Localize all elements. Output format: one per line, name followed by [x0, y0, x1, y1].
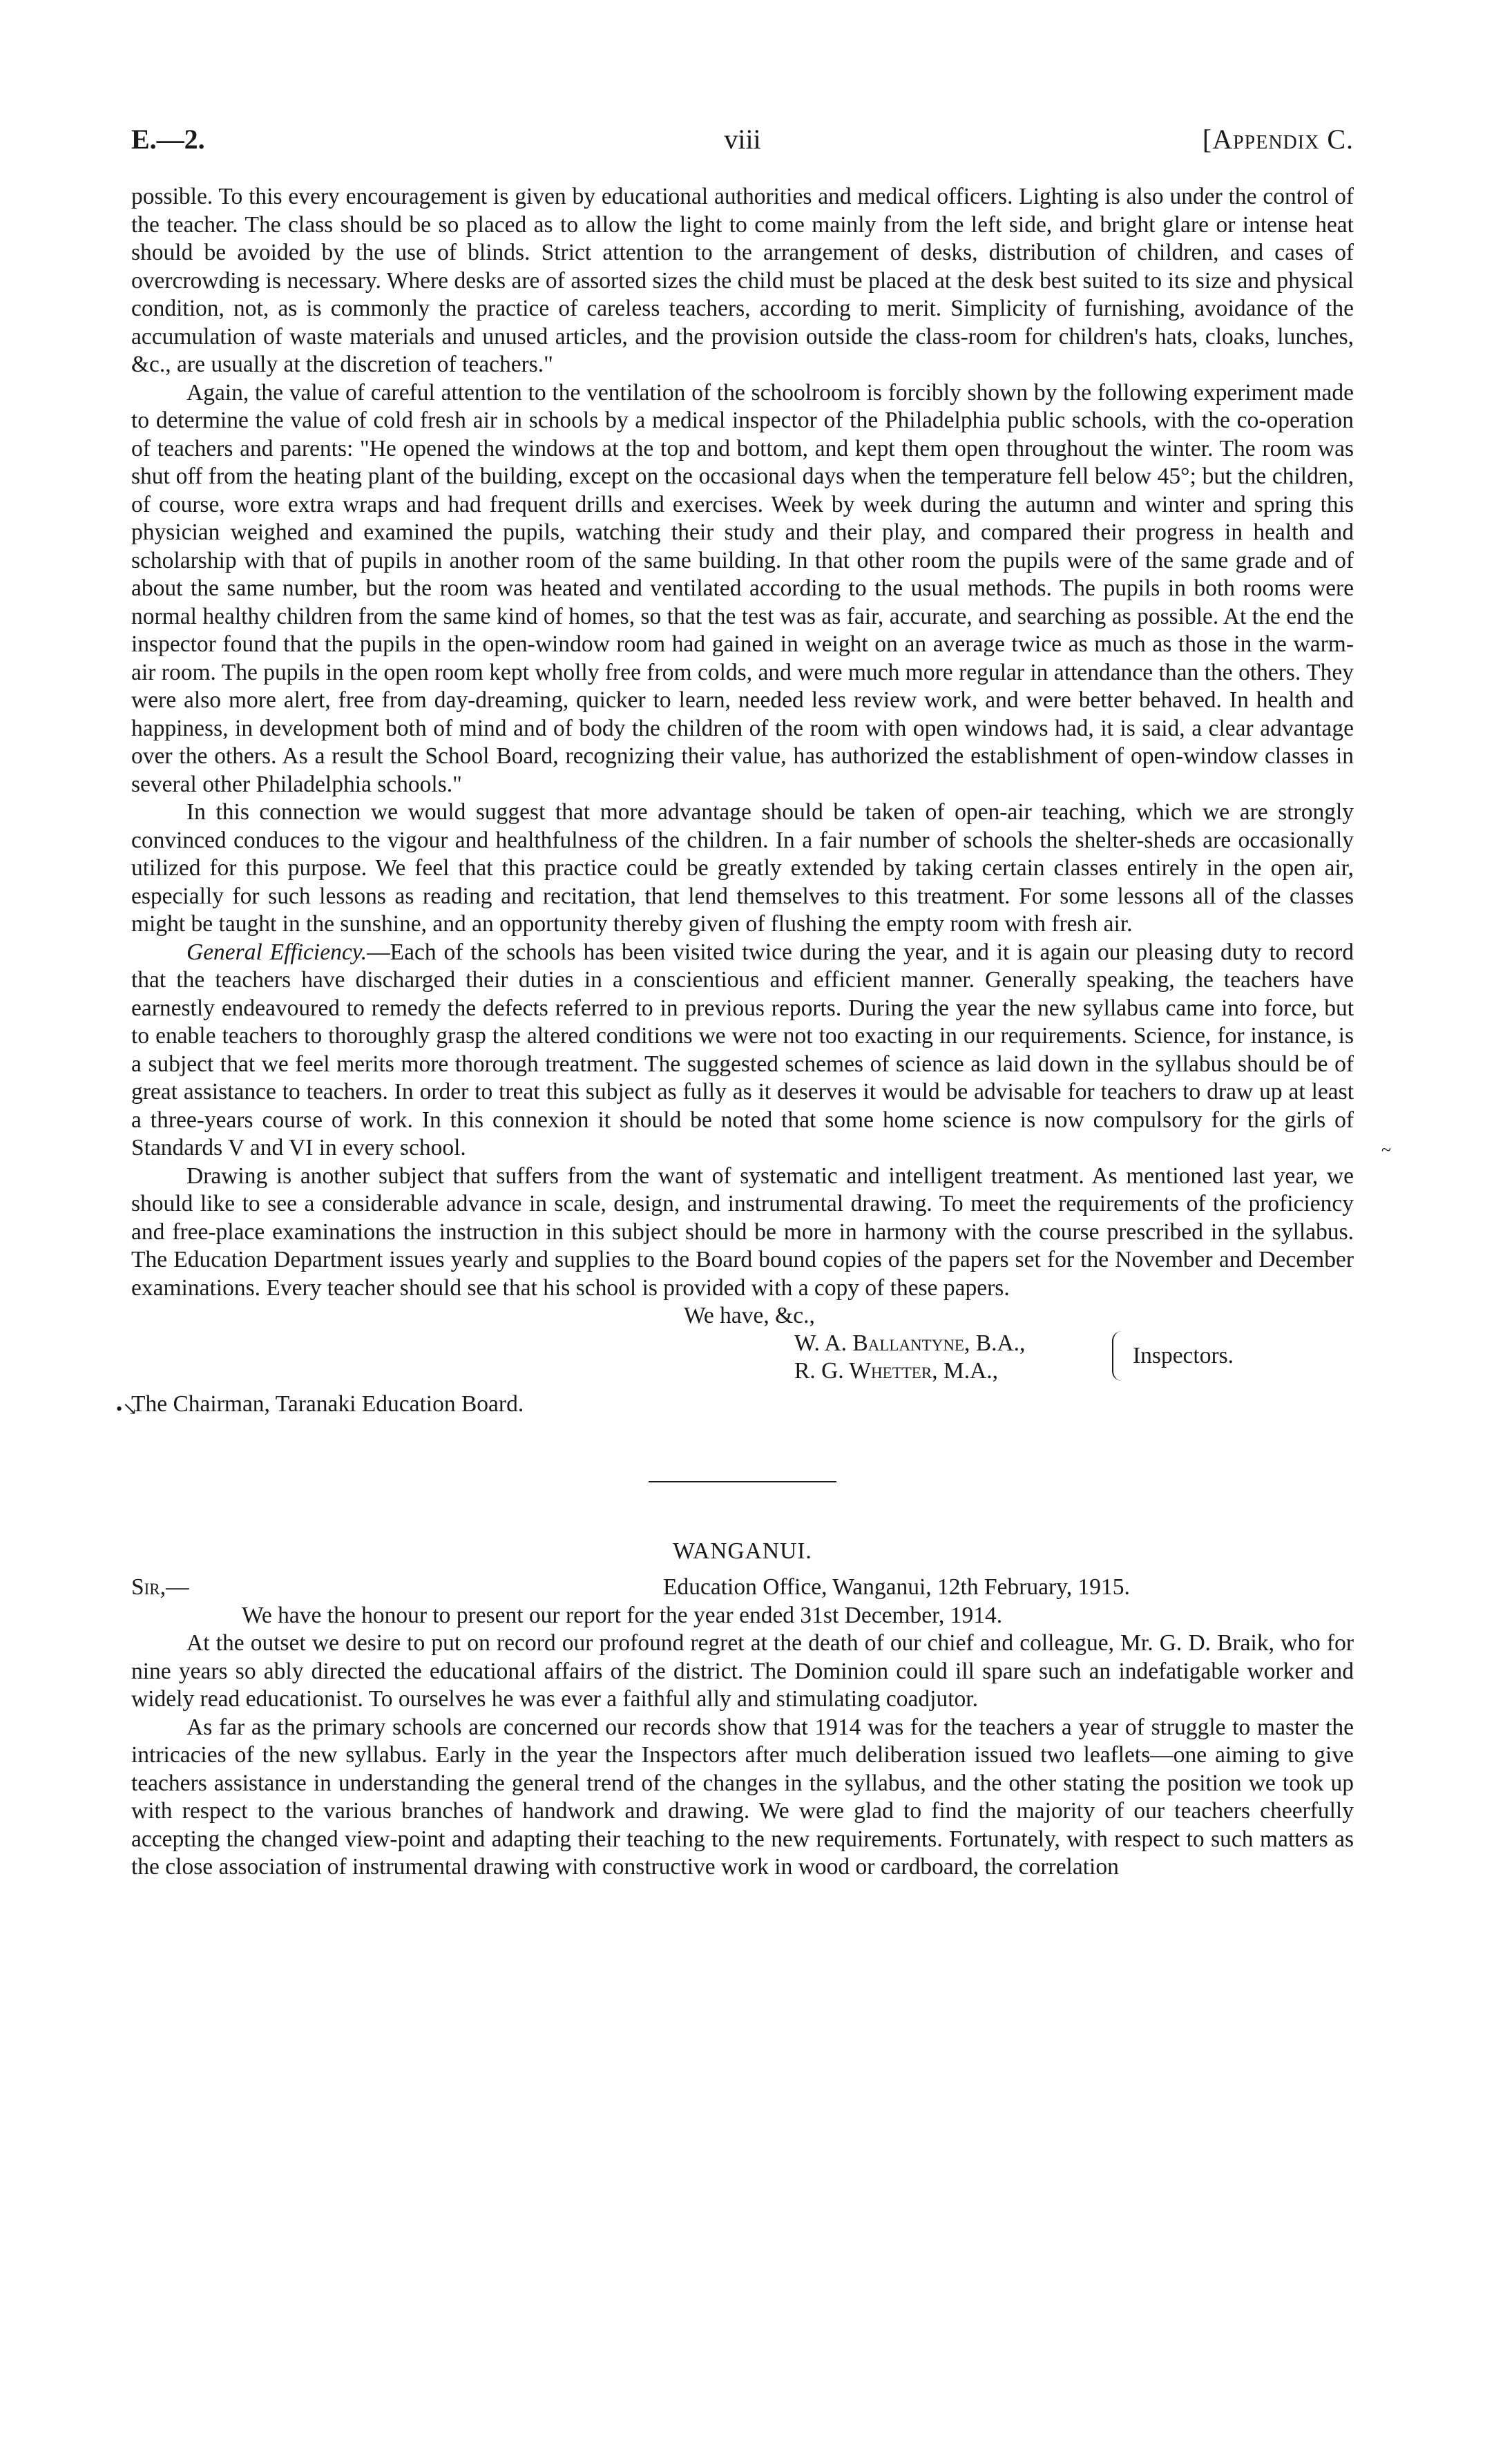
paragraph-honour: We have the honour to present our report for the year ended 31st December, 1914.	[242, 1602, 1003, 1628]
inspectors-label: Inspectors.	[1133, 1343, 1234, 1368]
office-date-line: Education Office, Wanganui, 12th February, 1915.	[663, 1574, 1130, 1600]
section-divider	[649, 1481, 836, 1482]
addressee-line: The Chairman, Taranaki Education Board.	[131, 1391, 524, 1417]
margin-mark-left: •↘	[116, 1399, 137, 1419]
salutation: Sir,—	[131, 1574, 189, 1600]
page-header	[131, 123, 1354, 164]
general-efficiency-heading: General Efficiency.	[186, 939, 367, 965]
margin-mark-right: ~	[1381, 1140, 1392, 1160]
inspector-whetter: R. G. Whetter, M.A.,	[794, 1358, 999, 1384]
salutation-line	[131, 1574, 1354, 1602]
signature-block	[131, 1302, 1354, 1391]
paragraph-drawing: Drawing is another subject that suffers from the want of systematic and intelligent treatment. As mentioned last year, we should like to see a considerable advance in scale, design, and instrumental drawing. To meet the requirements of the proficiency and free-place examinations the instruction in this subject should be more in harmony with the course prescribed in the syllabus. The Education Department issues yearly and supplies to the Board bound copies of the papers set for the November and December examinations. Every teacher should see that his school is provided with a copy of these papers.	[131, 1163, 1354, 1301]
closing-phrase: We have, &c.,	[684, 1303, 815, 1328]
signature-brace	[1112, 1331, 1124, 1381]
header-reference: E.—2.	[131, 124, 205, 155]
paragraph-primary-schools: As far as the primary schools are concerned our records show that 1914 was for the teachers a year of struggle to master the intricacies of the new syllabus. Early in the year the Inspectors after much deliberation issued two leaflets—one aiming to give teachers assistance in understanding the general trend of the changes in the syllabus, and the other stating the position we took up with respect to the various branches of handwork and drawing. We were glad to find the majority of our teachers cheerfully accepting the changed view-point and adapting their teaching to the new requirements. Fortunately, with respect to such matters as the close association of instrumental drawing with constructive work in wood or cardboard, the correlation	[131, 1714, 1354, 1880]
general-efficiency-text: —Each of the schools has been visited twice during the year, and it is again our pleasing duty to record that the teachers have discharged their duties in a conscientious and efficient manner. Generally speaking, the teachers have earnestly endeavoured to remedy the defects referred to in previous reports. During the year the new syllabus came into force, but to enable teachers to thoroughly grasp the altered conditions we were not too exacting in our requirements. Science, for instance, is a subject that we feel merits more thorough treatment. The suggested schemes of science as laid down in the syllabus should be of great assistance to teachers. In order to treat this subject as fully as it deserves it would be advisable for teachers to draw up at least a three-years course of work. In this connexion it should be noted that some home science is now compulsory for the girls of Standards V and VI in every school.	[131, 939, 1354, 1161]
paragraph-ventilation: Again, the value of careful attention to the ventilation of the schoolroom is forcibly shown by the following experiment made to determine the value of cold fresh air in schools by a medical inspector of the Philadelphia public schools, with the co-operation of teachers and parents: "He opened the windows at the top and bottom, and kept them open throughout the winter. The room was shut off from the heating plant of the building, except on the occasional days when the temperature fell below 45°; but the children, of course, wore extra wraps and had frequent drills and exercises. Week by week during the autumn and winter and spring this physician weighed and examined the pupils, watching their study and their play, and compared their progress in health and scholarship with that of pupils in another room of the same building. In that other room the pupils were of the same grade and of about the same number, but the room was heated and ventilated according to the usual methods. The pupils in both rooms were normal healthy children from the same kind of homes, so that the test was as fair, accurate, and searching as possible. At the end the inspector found that the pupils in the open-window room had gained in weight on an average twice as much as those in the warm-air room. The pupils in the open room kept wholly free from colds, and were much more regular in attendance than the others. They were also more alert, free from day-dreaming, quicker to learn, needed less review work, and were better behaved. In health and happiness, in development both of mind and of body the children of the room with open windows had, it is said, a clear advantage over the others. As a result the School Board, recognizing their value, has authorized the establishment of open-window classes in several other Philadelphia schools."	[131, 379, 1354, 797]
header-page-number: viii	[724, 124, 761, 155]
inspector-ballantyne: W. A. Ballantyne, B.A.,	[794, 1330, 1026, 1356]
paragraph-regret: At the outset we desire to put on record our profound regret at the death of our chief and colleague, Mr. G. D. Braik, who for nine years so ably directed the educational affairs of the district. The Dominion could ill spare such an indefatigable worker and widely read educationist. To ourselves he was ever a faithful ally and stimulating coadjutor.	[131, 1630, 1354, 1712]
body-text	[131, 183, 1354, 1882]
wanganui-heading: WANGANUI.	[673, 1538, 812, 1564]
paragraph-continuation: possible. To this every encouragement is given by educational authorities and medical officers. Lighting is also under the control of the teacher. The class should be so placed as to allow the light to come mainly from the left side, and bright glare or intense heat should be avoided by the use of blinds. Strict attention to the arrangement of desks, distribution of children, and cases of overcrowding is necessary. Where desks are of assorted sizes the child must be placed at the desk best suited to its size and physical condition, not, as is commonly the practice of careless teachers, according to merit. Simplicity of furnishing, avoidance of the accumulation of waste materials and unused articles, and the provision outside the class-room for children's hats, cloaks, lunches, &c., are usually at the discretion of teachers."	[131, 184, 1354, 377]
header-appendix: [Appendix C.	[1202, 124, 1354, 155]
paragraph-open-air-teaching: In this connection we would suggest that more advantage should be taken of open-air teaching, which we are strongly convinced conduces to the vigour and healthfulness of the children. In a fair number of schools the shelter-sheds are occasionally utilized for this purpose. We feel that this practice could be greatly extended by taking certain classes entirely in the open air, especially for such lessons as reading and recitation, that lend themselves to this treatment. For some lessons all of the classes might be taught in the sunshine, and an opportunity thereby given of flushing the empty room with fresh air.	[131, 799, 1354, 937]
paragraph-general-efficiency	[131, 939, 1354, 1163]
